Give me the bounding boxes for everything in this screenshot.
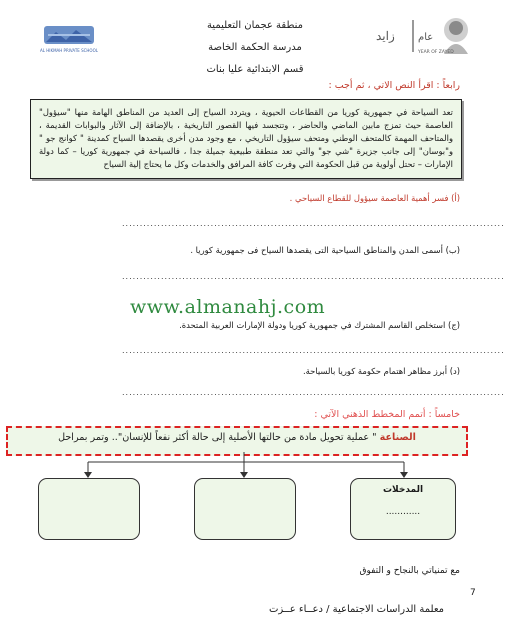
watermark: www.almanahj.com	[130, 296, 326, 318]
mindmap-node-inputs[interactable]	[350, 478, 456, 540]
section4-title: رابعاً : اقرأ النص الاتي ، ثم أجب :	[328, 80, 460, 91]
definition-keyword: الصناعة	[379, 432, 416, 443]
answer-line-a[interactable]: ............................................................................................................	[122, 219, 505, 228]
question-b: (ب) أسمى المدن والمناطق السياحية التى يقصدها السياح فى جمهورية كوريا .	[190, 245, 460, 255]
passage-text: تعد السياحة في جمهورية كوريا من القطاعات الحيوية ، ويتردد السياح إلى العديد من المناطق الهامة منها "سيؤول" العاصمة حيث تمزج مابين الماضي والحاضر ، وتتجسد فيها القصور التاريخية ، بالإضافة إلى الآثار والبوابات القديمة ، والمتاحف المهمة كالمتحف الوطني ومتحف سيؤول التاريخي ، مع وجود مدن أخرى يقصدها السياح كمدينة " كوانج جو " و"بوسان" إلى جانب جزيرة "شي جو" والتي تعد منطقة طبيعية جميلة جدا ، فالسياحة في جمهورية كوريا – كما دولة الإمارات – تحتل أولوية من قبل الحكومة التي وفرت كافة المرافق والخدمات وكل ما يحتاج إلية السياح	[39, 107, 453, 169]
closing-wishes: مع تمنياتي بالنجاح و التفوق	[359, 566, 460, 576]
year-of-zayed-logo	[356, 14, 474, 58]
reading-passage	[30, 99, 462, 179]
header-line-1: منطقة عجمان التعليمية	[206, 20, 304, 31]
question-a: (أ) فسر أهمية العاصمة سيؤول للقطاع السياحي .	[289, 193, 460, 203]
header-line-3: قسم الابتدائية عليا بنات	[206, 64, 304, 75]
section5-title: خامساً : أتمم المخطط الذهني الآتي :	[314, 409, 460, 420]
svg-text:زايد: زايد	[376, 29, 395, 43]
school-logo-text: AL HIKMAH PRIVATE SCHOOL	[40, 48, 98, 53]
question-d: (د) أبرز مظاهر اهتمام حكومة كوريا بالسياحة.	[302, 366, 460, 376]
footer-teacher: معلمة الدراسات الاجتماعية / دعــاء عــزت	[268, 604, 444, 615]
header-line-2: مدرسة الحكمة الخاصة	[208, 42, 302, 53]
school-logo	[36, 24, 102, 58]
answer-line-d[interactable]: ............................................................................................................	[122, 388, 505, 397]
mindmap-node-dots: ............	[385, 507, 421, 517]
svg-text:عام: عام	[418, 32, 434, 43]
mindmap-node-left[interactable]	[38, 478, 140, 540]
definition-text	[8, 428, 466, 447]
question-c: (ج) استخلص القاسم المشترك في جمهورية كوريا ودولة الإمارات العربية المتحدة.	[179, 320, 460, 330]
mindmap-node-title: المدخلات	[382, 485, 424, 495]
page-number: 7	[470, 588, 476, 598]
answer-line-b[interactable]: ............................................................................................................	[122, 272, 505, 281]
mindmap-node-middle[interactable]	[194, 478, 296, 540]
year-logo-text: YEAR OF ZAYED	[418, 50, 454, 55]
definition-rest: " عملية تحويل مادة من حالتها الأصلية إلى حالة أكثر نفعاً للإنسان".. وتمر بمراحل	[58, 432, 380, 443]
answer-line-c[interactable]: ............................................................................................................	[122, 346, 505, 355]
